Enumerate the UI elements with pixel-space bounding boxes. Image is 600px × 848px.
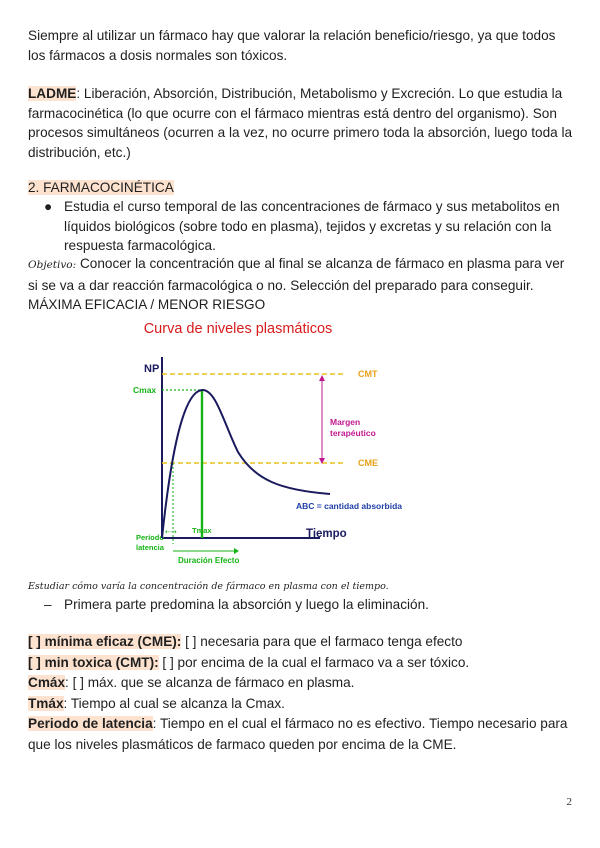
def-cmax-text: : [ ] máx. que se alcanza de fármaco en plasma. — [65, 675, 355, 690]
plasma-curve — [162, 390, 330, 538]
caption-paragraph — [28, 575, 573, 597]
bullet-text: Estudia el curso temporal de las concentraciones de fármaco y sus metabolitos en líquidos biológicos (sobre todo en plasma), tejidos y excretas y su relación con la respuesta farmacológica. — [64, 199, 560, 253]
def-cme-text: [ ] necesaria para que el farmaco tenga efecto — [181, 634, 463, 649]
latency-arrow-icon: ⇠⇢ — [165, 529, 177, 536]
duration-label: Duración Efecto — [178, 556, 240, 565]
tmax-label: Tmax — [192, 526, 212, 535]
dash-item — [44, 595, 564, 615]
cme-label: CME — [358, 458, 378, 468]
dash-text: Primera parte predomina la absorción y luego la eliminación. — [64, 597, 429, 612]
latency-label-2: latencia — [136, 543, 164, 552]
ladme-text: : Liberación, Absorción, Distribución, Metabolismo y Excreción. Lo que estudia la farmacocinética (lo que ocurre con el fármaco mientras está dentro del organismo). Son procesos simultáneos (ocurren a la vez, no ocurre primero toda la absorción, luego toda la distribución, etc.) — [28, 86, 573, 160]
def-cmt-term: [ ] min toxica (CMT): — [28, 654, 159, 670]
bullet-item — [44, 197, 564, 256]
ladme-term: LADME — [28, 86, 77, 101]
objective-text: Conocer la concentración que al final se alcanza de fármaco en plasma para ver si se va a dar reacción farmacológica o no. Selección del preparado para conseguir. MÁXIMA EFICACIA / MENOR RIESGO — [28, 256, 565, 312]
def-tmax-text: : Tiempo al cual se alcanza la Cmax. — [63, 695, 285, 711]
latency-label-1: Período — [136, 533, 164, 542]
dash-icon: – — [44, 597, 52, 612]
margin-label-2: terapéutico — [330, 428, 376, 438]
x-axis-label: Tiempo — [306, 528, 347, 540]
def-cmt-text: [ ] por encima de la cual el farmaco va a ser tóxico. — [158, 654, 470, 670]
def-cmax-term: Cmáx — [28, 675, 66, 690]
definitions-block — [28, 632, 573, 755]
y-axis-label: NP — [144, 363, 160, 375]
objective-label: Objetivo: — [28, 259, 77, 271]
cmax-label: Cmax — [133, 385, 157, 395]
abc-label: ABC = cantidad absorbida — [296, 501, 403, 511]
page-number: 2 — [566, 796, 572, 808]
figure-caption: Estudiar cómo varía la concentración de fármaco en plasma con el tiempo. — [28, 581, 389, 592]
plasma-levels-figure — [120, 312, 450, 574]
cmt-label: CMT — [358, 369, 378, 379]
figure-title: Curva de niveles plasmáticos — [143, 321, 333, 337]
section-heading: 2. FARMACOCINÉTICA — [28, 180, 174, 195]
bullet-dot-icon: ● — [44, 199, 53, 214]
def-latency-term: Periodo de latencia — [28, 716, 153, 731]
intro-paragraph: Siempre al utilizar un fármaco hay que valorar la relación beneficio/riesgo, ya que todos los fármacos a dosis normales son tóxicos. — [28, 28, 556, 63]
objective-paragraph — [28, 254, 573, 315]
duration-arrowhead-icon — [234, 548, 239, 554]
margin-arrowhead-top-icon — [319, 375, 325, 381]
margin-label-1: Margen — [330, 417, 361, 427]
def-latency-text: : Tiempo en el cual el fármaco no es efectivo. Tiempo necesario para que los niveles plasmáticos de farmaco queden por encima de la CME. — [28, 716, 568, 752]
def-cme-term: [ ] mínima eficaz (CME): — [28, 634, 182, 649]
def-tmax-term: Tmáx — [28, 695, 64, 711]
ladme-paragraph — [28, 84, 573, 162]
section-heading-wrap — [28, 178, 573, 198]
